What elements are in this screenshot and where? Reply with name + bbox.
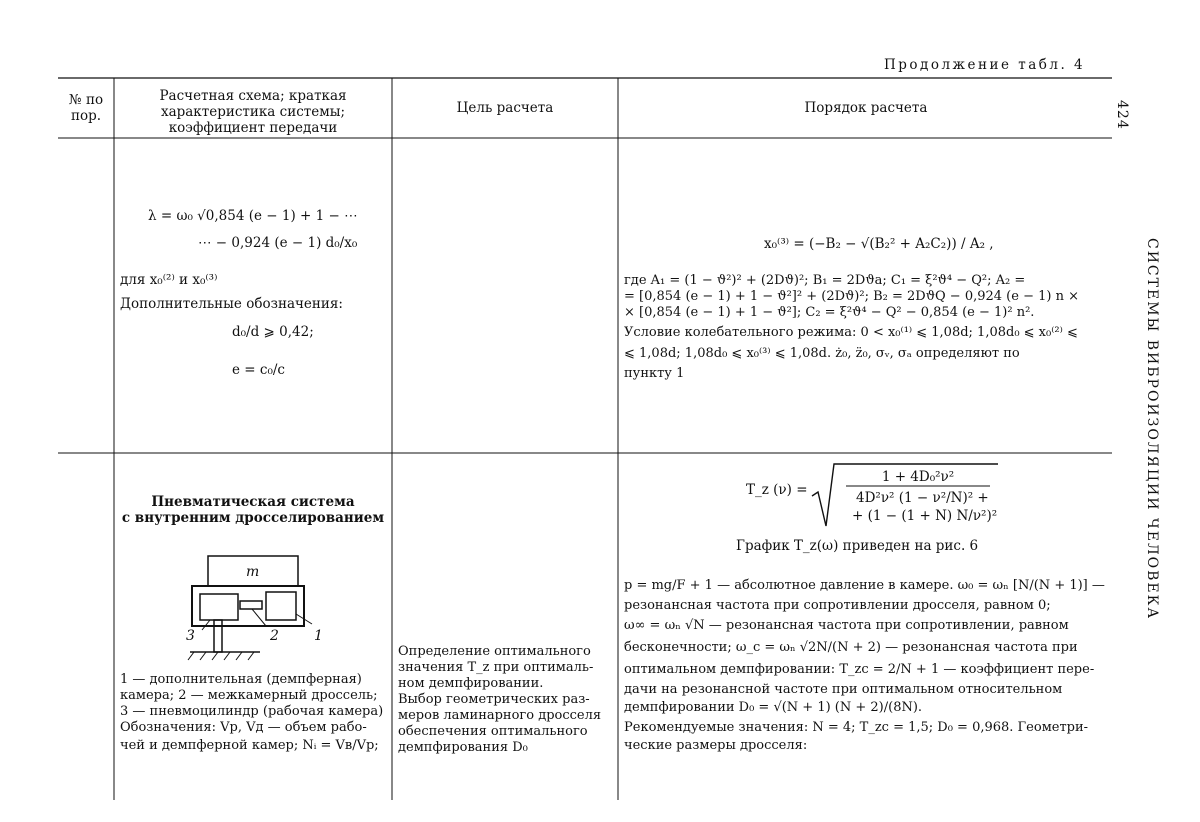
condition-e: e = c₀/c — [232, 362, 285, 378]
condition-d0-d: d₀/d ⩾ 0,42; — [232, 324, 314, 340]
pressure-line4: бесконечности; ω_c = ωₙ √2N/(N + 2) — резонансная частота при — [624, 640, 1078, 655]
goal-line6: обеспечения оптимального — [398, 724, 588, 739]
header-goal: Цель расчета — [456, 100, 554, 116]
tz-denominator-line2: + (1 − (1 + N) N/ν²)² — [852, 508, 998, 524]
goal-line5: меров ламинарного дросселя — [398, 708, 602, 723]
goal-line1: Определение оптимального — [398, 644, 591, 659]
pneumatic-system-title-line1: Пневматическая система — [151, 494, 355, 510]
recommended-values-line1: Рекомендуемые значения: N = 4; T_zc = 1,5; D₀ = 0,968. Геометри- — [624, 720, 1089, 735]
pressure-line2: резонансная частота при сопротивлении дросселя, равном 0; — [624, 598, 1051, 613]
side-running-title: СИСТЕМЫ ВИБРОИЗОЛЯЦИИ ЧЕЛОВЕКА — [1144, 238, 1160, 621]
graph-reference: График T_z(ω) приведен на рис. 6 — [736, 538, 979, 554]
pressure-line7: демпфировании D₀ = √(N + 1) (N + 2)/(8N). — [624, 700, 923, 715]
lambda-formula-line2: ⋯ − 0,924 (e − 1) d₀/x₀ — [198, 235, 358, 251]
header-number: № по пор. — [68, 92, 104, 124]
tz-denominator-line1: 4D²ν² (1 − ν²/N)² + — [856, 490, 989, 506]
header-scheme: Расчетная схема; краткая характеристика системы; коэффициент передачи — [159, 88, 347, 136]
oscillation-condition-line3: пункту 1 — [624, 366, 685, 381]
table-continuation: Продолжение табл. 4 — [884, 57, 1086, 73]
header-procedure: Порядок расчета — [804, 100, 928, 116]
lambda-formula-line1: λ = ω₀ √0,854 (e − 1) + 1 − ⋯ — [148, 208, 358, 224]
recommended-values-line2: ческие размеры дросселя: — [624, 738, 808, 753]
caption-line1: 1 — дополнительная (демпферная) — [120, 672, 362, 687]
additional-notation-label: Дополнительные обозначения: — [120, 296, 343, 312]
part-label-2: 2 — [270, 628, 279, 644]
where-line1: где A₁ = (1 − ϑ²)² + (2Dϑ)²; B₁ = 2Dϑa; C₁ = ξ²ϑ⁴ − Q²; A₂ = — [624, 273, 1026, 288]
caption-line5: чей и демпферной камер; Nᵢ = Vв/Vр; — [120, 738, 379, 753]
oscillation-condition-line1: Условие колебательного режима: 0 < x₀⁽¹⁾ ⩽ 1,08d; 1,08d₀ ⩽ x₀⁽²⁾ ⩽ — [624, 325, 1078, 340]
x0-3-formula: x₀⁽³⁾ = (−B₂ − √(B₂² + A₂C₂)) / A₂ , — [764, 236, 994, 252]
pressure-line5: оптимальном демпфировании: T_zc = 2/N + 1 — коэффициент пере- — [624, 662, 1095, 677]
pneumatic-scheme-diagram — [180, 552, 330, 667]
part-label-3: 3 — [186, 628, 195, 644]
tz-lhs: T_z (ν) = — [746, 482, 808, 498]
goal-line4: Выбор геометрических раз- — [398, 692, 590, 707]
pressure-line6: дачи на резонансной частоте при оптимальном относительном — [624, 682, 1063, 697]
caption-line2: камера; 2 — межкамерный дроссель; — [120, 688, 378, 703]
goal-line7: демпфирования D₀ — [398, 740, 528, 755]
part-label-1: 1 — [314, 628, 323, 644]
oscillation-condition-line2: ⩽ 1,08d; 1,08d₀ ⩽ x₀⁽³⁾ ⩽ 1,08d. ż₀, z̈₀, σᵥ, σₐ определяют по — [624, 346, 1020, 361]
mass-label: m — [246, 564, 260, 580]
where-line3: × [0,854 (e − 1) + 1 − ϑ²]; C₂ = ξ²ϑ⁴ − Q² − 0,854 (e − 1)² n². — [624, 305, 1035, 320]
pressure-line1: p = mg/F + 1 — абсолютное давление в камере. ω₀ = ωₙ [N/(N + 1)] — — [624, 578, 1105, 593]
tz-numerator: 1 + 4D₀²ν² — [881, 469, 955, 485]
where-line2: = [0,854 (e − 1) + 1 − ϑ²]² + (2Dϑ)²; B₂ = 2DϑQ − 0,924 (e − 1) n × — [624, 289, 1079, 304]
goal-line2: значения T_z при оптималь- — [398, 660, 594, 675]
goal-line3: ном демпфировании. — [398, 676, 544, 691]
for-roots-text: для x₀⁽²⁾ и x₀⁽³⁾ — [120, 272, 218, 288]
caption-line3: 3 — пневмоцилиндр (рабочая камера) — [120, 704, 384, 719]
pneumatic-system-title-line2: с внутренним дросселированием — [121, 510, 385, 526]
pressure-line3: ω∞ = ωₙ √N — резонансная частота при сопротивлении, равном — [624, 618, 1069, 633]
caption-line4: Обозначения: Vр, Vд — объем рабо- — [120, 720, 367, 735]
page-number: 424 — [1114, 100, 1130, 130]
